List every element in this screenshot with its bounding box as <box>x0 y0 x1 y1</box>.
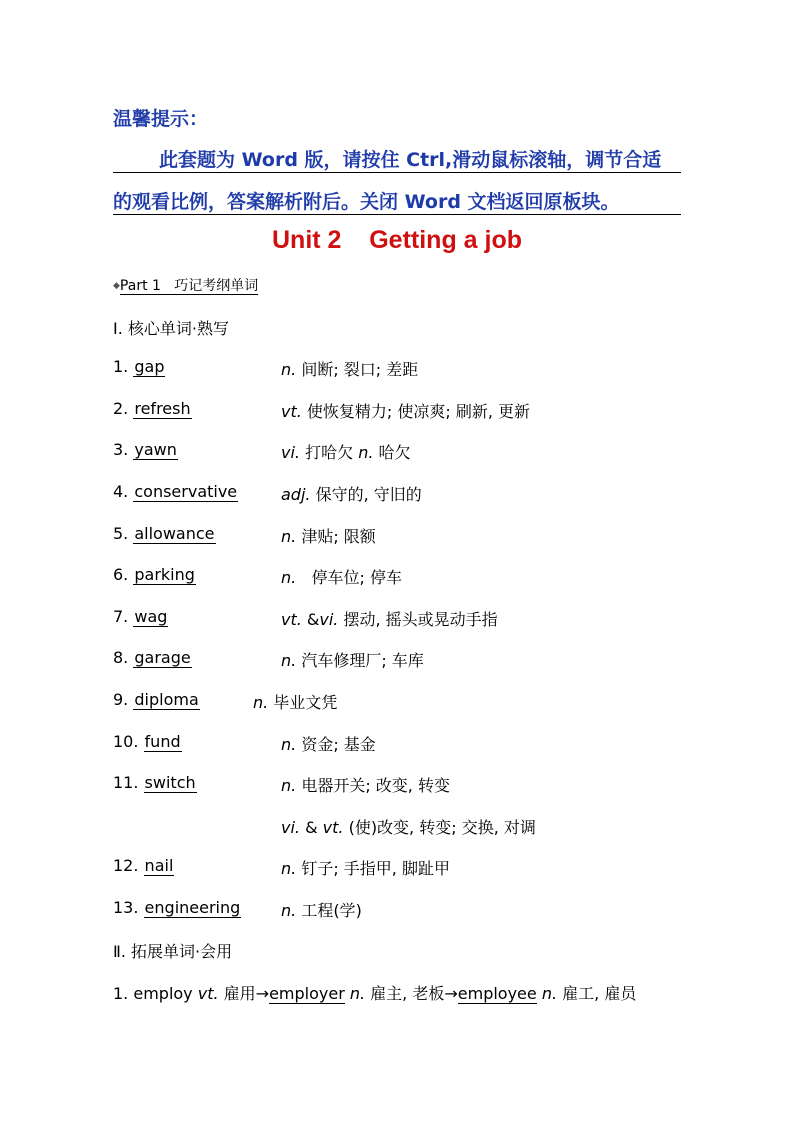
tip-label: 温馨提示： <box>113 108 209 130</box>
vocab-word: refresh <box>134 399 191 418</box>
vocab-word: diploma <box>134 690 199 709</box>
list-item: vi. & vt. (使)改变, 转变; 交换, 对调 <box>281 818 536 837</box>
vocab-word: switch <box>144 773 196 792</box>
list-item: 1. gap n. 间断; 裂口; 差距 <box>113 357 419 379</box>
part-label: Part 1 巧记考纲单词 <box>119 278 259 294</box>
list-item: 9. diploma n. 毕业文凭 <box>113 690 338 712</box>
list-item: 6. parking n. 停车位; 停车 <box>113 565 402 587</box>
list-item: 4. conservative adj. 保守的, 守旧的 <box>113 482 422 504</box>
vocab-word: employer <box>269 984 345 1003</box>
section-core-words: Ⅰ. 核心单词·熟写 <box>113 319 229 338</box>
page-title: Unit 2 Getting a job <box>272 226 522 254</box>
vocab-word: engineering <box>144 898 241 917</box>
list-item: 10. fund n. 资金; 基金 <box>113 732 376 754</box>
vocab-word: allowance <box>134 524 215 543</box>
extended-word-item: 1. employ vt. 雇用→employer n. 雇主, 老板→employee n. 雇工, 雇员 <box>113 984 637 1003</box>
list-item: 7. wag vt. &vi. 摆动, 摇头或晃动手指 <box>113 607 498 629</box>
vocab-word: fund <box>144 732 181 751</box>
vocab-word: parking <box>134 565 195 584</box>
list-item: 5. allowance n. 津贴; 限额 <box>113 524 376 546</box>
list-item: 11. switch n. 电器开关; 改变, 转变 <box>113 773 450 795</box>
section-extended-words: Ⅱ. 拓展单词·会用 <box>113 942 233 961</box>
vocab-word: yawn <box>134 440 177 459</box>
list-item: 8. garage n. 汽车修理厂; 车库 <box>113 648 424 670</box>
list-item: 2. refresh vt. 使恢复精力; 使凉爽; 刷新, 更新 <box>113 399 531 421</box>
note-line-2: 的观看比例，答案解析附后。关闭 Word 文档返回原板块。 <box>113 187 681 215</box>
vocab-word: gap <box>134 357 165 376</box>
part-heading <box>113 275 258 295</box>
vocab-word: nail <box>144 856 174 875</box>
diamond-icon: ◆ <box>113 281 120 291</box>
list-item: 12. nail n. 钉子; 手指甲, 脚趾甲 <box>113 856 450 878</box>
vocab-word: wag <box>134 607 168 626</box>
list-item: 13. engineering n. 工程(学) <box>113 898 362 920</box>
list-item: 3. yawn vi. 打哈欠 n. 哈欠 <box>113 440 411 462</box>
vocab-word: conservative <box>134 482 238 501</box>
vocab-word: garage <box>134 648 191 667</box>
note-line-1: 此套题为 Word 版，请按住 Ctrl,滑动鼠标滚轴，调节合适 <box>113 145 681 173</box>
vocab-word: employee <box>457 984 537 1003</box>
